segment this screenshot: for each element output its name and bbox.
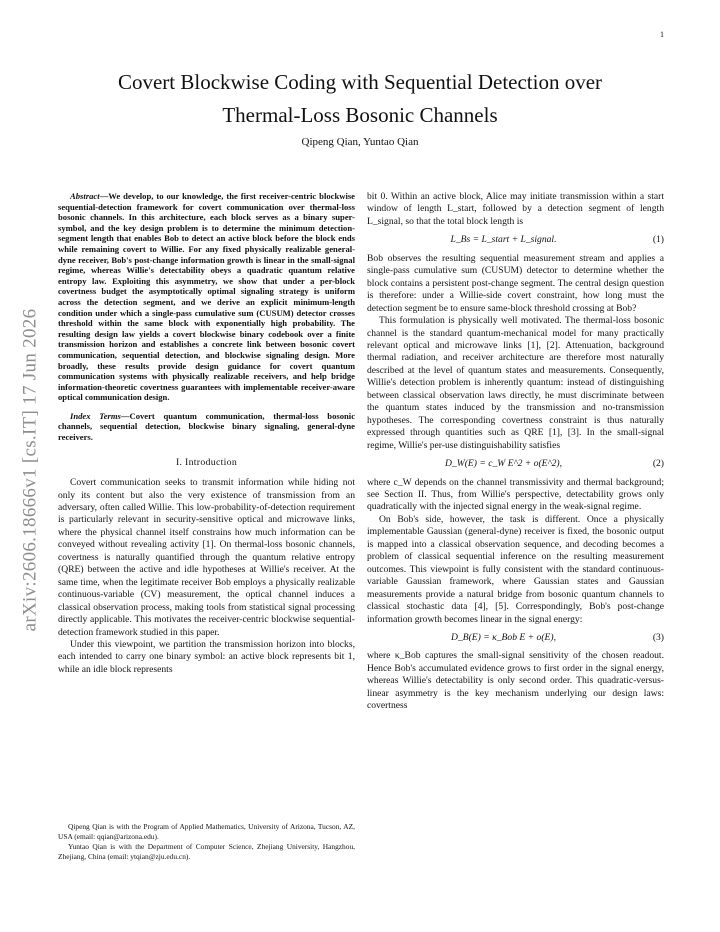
equation-3-body: D_B(E) = κ_Bob E + o(E),: [451, 631, 556, 643]
equation-2-body: D_W(E) = c_W E^2 + o(E^2),: [445, 458, 562, 470]
arxiv-stamp: [6, 260, 54, 680]
arxiv-stamp-text: arXiv:2606.18666v1 [cs.IT] 17 Jun 2026: [19, 308, 40, 632]
equation-1-body: L_Bs = L_start + L_signal.: [450, 234, 557, 246]
right-column: [367, 191, 664, 713]
equation-2-number: (2): [652, 458, 664, 470]
right-paragraph-1: bit 0. Within an active block, Alice may initiate transmission within a start window of length L_start, followed by a detection segment of length L_signal, so that the total block length is: [367, 191, 664, 227]
right-paragraph-3: This formulation is physically well motivated. The thermal-loss bosonic channel is the standard quantum-mechanical model for many practically relevant optical and microwave links [1], [2]. Attenuation, background thermal radiation, and receiver architecture are therefore most naturally described at the level of quantum states and measurements. Consequently, Willie's detection problem is inherently quantum: instead of distinguishing between classical observation laws directly, he must discriminate between the quantum states induced by the transmission and no-transmission hypotheses. The corresponding covertness constraint is thus naturally expressed through quantities such as QRE [1], [3]. In the small-signal regime, Willie's per-use distinguishability satisfies: [367, 315, 664, 451]
section-heading-introduction: I. Introduction: [175, 456, 238, 468]
abstract-label: Abstract: [70, 191, 100, 201]
left-column: [58, 191, 355, 676]
index-terms: [58, 411, 355, 443]
title-line-2: Thermal-Loss Bosonic Channels: [222, 103, 498, 127]
intro-paragraph-1: Covert communication seeks to transmit information while hiding not only its content but also the very existence of transmission from an adversary, often called Willie. This low-probability-of-detection requirement is particularly relevant in security-sensitive optical and microwave links, where the physical channel itself constrains how much information can be conveyed without revealing activity [1]. On thermal-loss bosonic channels, covertness is naturally quantified through the quantum relative entropy (QRE) between the active and idle hypotheses at Willie's receiver. At the same time, when the legitimate receiver Bob employs a physically realizable continuous-variable (CV) measurement, the optical channel induces a classical observation process, making tools from statistical signal processing directly applicable. This motivates the receiver-centric blockwise sequential-detection framework studied in this paper.: [58, 477, 355, 638]
equation-2: [367, 458, 664, 470]
footnotes: [58, 822, 355, 862]
footnote-1: Qipeng Qian is with the Program of Applied Mathematics, University of Arizona, Tucson, AZ, USA (email: qqian@arizona.edu).: [58, 822, 355, 841]
equation-1-number: (1): [652, 234, 664, 246]
intro-paragraph-2: Under this viewpoint, we partition the transmission horizon into blocks, each intended to carry one binary symbol: an active block represents bit 1, while an idle block represents: [58, 639, 355, 675]
abstract: [58, 191, 355, 403]
abstract-text: —We develop, to our knowledge, the first receiver-centric blockwise sequential-detection framework for covert communication over thermal-loss bosonic channels. In this architecture, each block serves as a binary super-symbol, and the key design problem is to determine the minimum detection-segment length that enables Bob to detect an active block before the block ends while remaining covert to Willie. For any fixed physically realizable general-dyne receiver, Bob's post-change information growth is linear in the small-signal regime, whereas Willie's detectability obeys a quadratic quantum relative entropy law. Exploiting this asymmetry, we show that under a per-block covertness budget the asymptotically optimal signaling strategy is uniform across the detection segment, and we derive an explicit minimum-length condition under which a single-pass cumulative sum (CUSUM) detector crosses threshold within the same block with exponentially high probability. The resulting design law yields a covert blockwise binary codebook over a finite transmission horizon and establishes a concrete link between bosonic covert communication, sequential detection, and blockwise signaling design. More broadly, these results provide design guidance for covert quantum communication systems with physically realizable receivers, and help bridge information-theoretic covertness guarantees with implementable receiver-aware optical communication design.: [58, 191, 355, 403]
equation-1: [367, 234, 664, 246]
footnote-2: Yuntao Qian is with the Department of Computer Science, Zhejiang University, Hangzhou, Zhejiang, China (email: ytqian@zju.edu.cn).: [58, 842, 355, 861]
authors: Qipeng Qian, Yuntao Qian: [301, 136, 419, 148]
page-number: 1: [660, 30, 664, 39]
right-paragraph-4: where c_W depends on the channel transmissivity and thermal background; see Section II. Thus, from Willie's perspective, detectability grows only quadratically with the injected signal energy in the weak-signal regime.: [367, 476, 664, 513]
right-paragraph-5: On Bob's side, however, the task is different. Once a physically implementable Gaussian (general-dyne) receiver is fixed, the bosonic output is mapped into a classical observation sequence, and decoding becomes a problem of classical sequential inference on the resulting measurement outcomes. This viewpoint is fully consistent with the standard continuous-variable Gaussian framework, where Gaussian states and Gaussian measurements provide a natural bridge from bosonic quantum channels to classical stochastic data [4], [5]. Correspondingly, Bob's post-change information growth becomes linear in the signal energy:: [367, 513, 664, 625]
equation-3: [367, 632, 664, 644]
right-paragraph-6: where κ_Bob captures the small-signal sensitivity of the chosen readout. Hence Bob's accumulated evidence grows to first order in the signal energy, whereas Willie's detectability is only second order. This quadratic-versus-linear asymmetry is the key mechanism underlying our design laws: covertness: [367, 650, 664, 712]
index-terms-label: Index Terms: [70, 410, 121, 421]
paper-title: [100, 66, 620, 132]
equation-3-number: (3): [652, 631, 664, 643]
right-paragraph-2: Bob observes the resulting sequential measurement stream and applies a single-pass cumulative sum (CUSUM) detector to determine whether the block contains a persistent post-change segment. The central design question is therefore: under a Willie-side covert constraint, how long must the detection segment be to ensure same-block threshold crossing at Bob?: [367, 252, 664, 314]
index-terms-text: —Covert quantum communication, thermal-loss bosonic channels, sequential detection, blockwise binary signaling, general-dyne receivers.: [58, 410, 356, 443]
title-line-1: Covert Blockwise Coding with Sequential Detection over: [117, 70, 603, 94]
